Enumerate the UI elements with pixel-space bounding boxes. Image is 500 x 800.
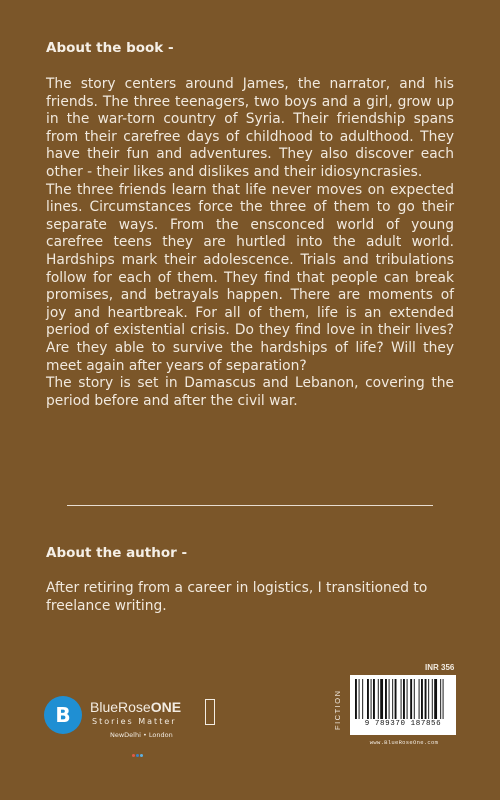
publisher-logo xyxy=(44,693,224,753)
about-author-heading: About the author - xyxy=(46,545,188,561)
barcode-bars-icon xyxy=(355,679,451,719)
about-book-heading: About the book - xyxy=(46,40,174,56)
book-paragraph: The story is set in Damascus and Lebanon, covering the period before and after the civil war. xyxy=(46,375,454,409)
publisher-name xyxy=(90,699,181,715)
logo-badge-icon xyxy=(205,699,215,725)
publisher-name-blue: BlueRose xyxy=(90,699,151,715)
book-paragraph: The story centers around James, the narrator, and his friends. The three teenagers, two boys and a girl, grow up in the war-torn country of Syria. Their friendship spans from their carefree days of childhood to adulthood. They have their fun and adventures. They also discover each other - their likes and dislikes and their idiosyncrasies. xyxy=(46,76,454,180)
social-dot-icon xyxy=(136,754,139,757)
publisher-tagline: Stories Matter xyxy=(92,717,177,726)
section-divider xyxy=(67,505,433,506)
social-dot-icon xyxy=(132,754,135,757)
bluerose-logo-icon: B xyxy=(44,696,82,734)
social-icons xyxy=(132,742,144,761)
isbn-number: 9 789370 187856 xyxy=(364,720,442,728)
price-label: INR 356 xyxy=(425,663,455,672)
about-author-text: After retiring from a career in logistics, I transitioned to freelance writing. xyxy=(46,580,428,614)
genre-label: FICTION xyxy=(333,689,342,731)
social-dot-icon xyxy=(140,754,143,757)
isbn-barcode xyxy=(350,675,456,735)
about-book-text xyxy=(46,76,454,410)
publisher-cities: NewDelhi • London xyxy=(110,731,173,739)
publisher-website: www.BlueRoseOne.com xyxy=(369,739,439,746)
book-paragraph: The three friends learn that life never moves on expected lines. Circumstances force the three of them to go their separate ways. From the ensconced world of young carefree teens they are hurtled into the adult world. Hardships mark their adolescence. Trials and tribulations follow for each of them. They find that people can break promises, and betrayals happen. There are moments of joy and heartbreak. For all of them, life is an extended period of existential crisis. Do they find love in their lives? Are they able to survive the hardships of life? Will they meet again after years of separation? xyxy=(46,181,454,374)
publisher-name-one: ONE xyxy=(150,699,182,715)
